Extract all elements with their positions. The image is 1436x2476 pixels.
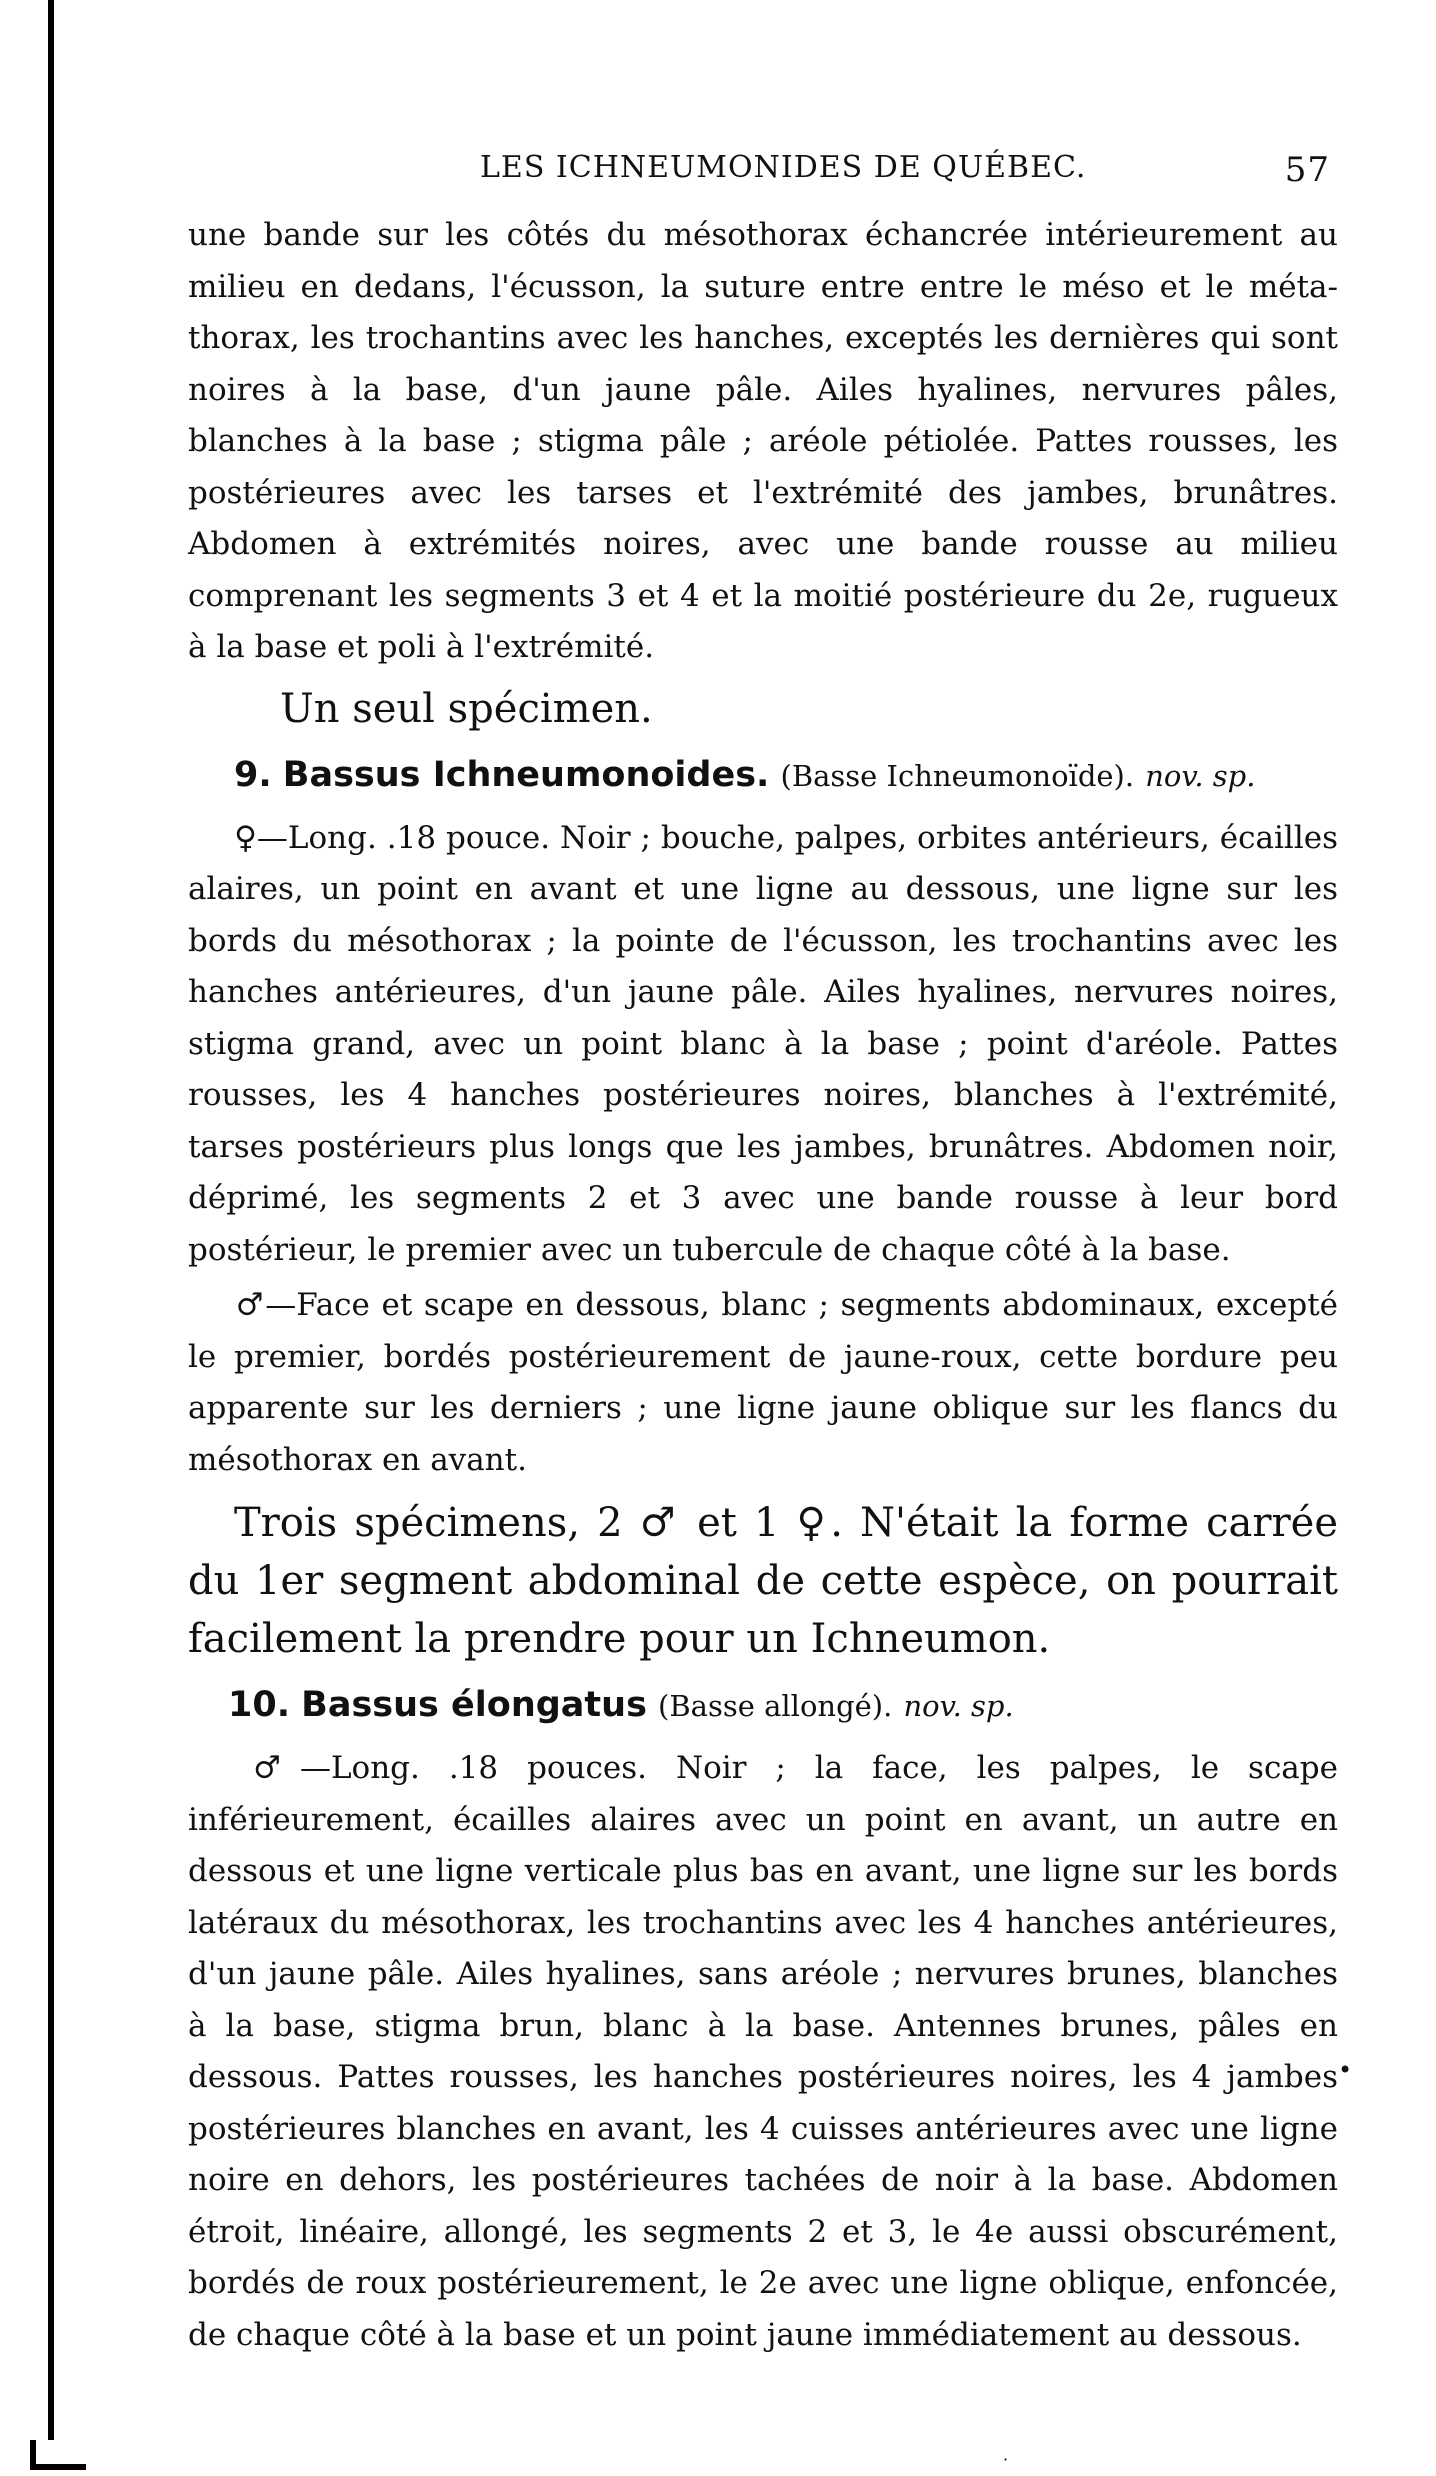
species-status: nov. sp. [903, 1689, 1014, 1723]
page-body [188, 210, 1338, 2361]
female-description: —Long. .18 pouce. Noir ; bouche, palpes, orbites antérieurs, écailles alaires, un point en avant et une ligne au dessous, une ligne sur les bords du mésothorax ; la pointe de l'écusson, les trochantins avec les hanches antérieures, d'un jaune pâle. Ailes hyalines, nervures noires, stigma grand, avec un point blanc à la base ; point d'aréole. Pattes rousses, les 4 hanches postérieures noires, blanches à l'extrémité, tarses postérieurs plus longs que les jambes, brunâtres. Abdomen noir, déprimé, les segments 2 et 3 avec une bande rousse à leur bord postérieur, le premier avec un tubercule de chaque côté à la base. [188, 819, 1338, 1268]
male-description: —Face et scape en dessous, blanc ; segments abdominaux, excepté le premier, bordés postérieurement de jaune-roux, cette bordure peu apparente sur les derniers ; une ligne jaune oblique sur les flancs du mésothorax en avant. [188, 1287, 1339, 1478]
species-name: Bassus élongatus [301, 1685, 647, 1725]
running-head: LES ICHNEUMONIDES DE QUÉBEC. [480, 150, 1087, 185]
male-description-paragraph [188, 1280, 1338, 1486]
species-name: Bassus Ichneumonoides. [282, 754, 770, 795]
species-heading-9 [188, 746, 1338, 805]
page-binding-edge [48, 0, 54, 2440]
species-heading-10 [188, 1676, 1338, 1735]
species-number: 9. [234, 754, 272, 795]
male-description-paragraph [188, 1743, 1338, 2361]
species-number: 10. [228, 1685, 291, 1725]
continued-description-paragraph: une bande sur les côtés du mésothorax échancrée intérieurement au milieu en dedans, l'écusson, la suture entre entre le méso et le méta-thorax, les trochantins avec les hanches, exceptés les dernières qui sont noires à la base, d'un jaune pâle. Ailes hyalines, nervures pâles, blanches à la base ; stigma pâle ; aréole pétiolée. Pattes rousses, les postérieures avec les tarses et l'extrémité des jambes, brunâtres. Abdomen à extrémités noires, avec une bande rousse au milieu comprenant les segments 3 et 4 et la moitié postérieure du 2e, rugueux à la base et poli à l'extrémité. [188, 217, 1338, 665]
species-note: Trois spécimens, 2 ♂ et 1 ♀. N'était la forme carrée du 1er segment abdominal de cette espèce, on pourrait facilement la prendre pour un Ichneumon. [188, 1500, 1338, 1662]
female-symbol: ♀ [234, 819, 257, 856]
margin-bullet: • [1338, 2056, 1353, 2084]
page-number: 57 [1284, 150, 1330, 190]
species-note-paragraph [188, 1494, 1338, 1668]
margin-speck: · [1003, 2450, 1009, 2469]
page-binding-corner [30, 2440, 86, 2470]
species-common-name: (Basse Ichneumonoïde). [780, 758, 1135, 793]
specimen-note: Un seul spécimen. [280, 685, 653, 732]
female-description-paragraph [188, 813, 1338, 1277]
male-symbol: ♂ [234, 1750, 300, 1786]
male-description: —Long. .18 pouces. Noir ; la face, les palpes, le scape inférieurement, écailles alaires avec un point en avant, un autre en dessous et une ligne verticale plus bas en avant, une ligne sur les bords latéraux du mésothorax, les trochantins avec les 4 hanches antérieures, d'un jaune pâle. Ailes hyalines, sans aréole ; nervures brunes, blanches à la base, stigma brun, blanc à la base. Antennes brunes, pâles en dessous. Pattes rousses, les hanches postérieures noires, les 4 jambes postérieures blanches en avant, les 4 cuisses antérieures avec une ligne noire en dehors, les postérieures tachées de noir à la base. Abdomen étroit, linéaire, allongé, les segments 2 et 3, le 4e aussi obscurément, bordés de roux postérieurement, le 2e avec une ligne oblique, enfoncée, de chaque côté à la base et un point jaune immédiatement au dessous. [188, 1750, 1338, 2353]
male-symbol: ♂ [234, 1287, 266, 1323]
species-common-name: (Basse allongé). [658, 1689, 893, 1723]
species-status: nov. sp. [1145, 758, 1256, 793]
